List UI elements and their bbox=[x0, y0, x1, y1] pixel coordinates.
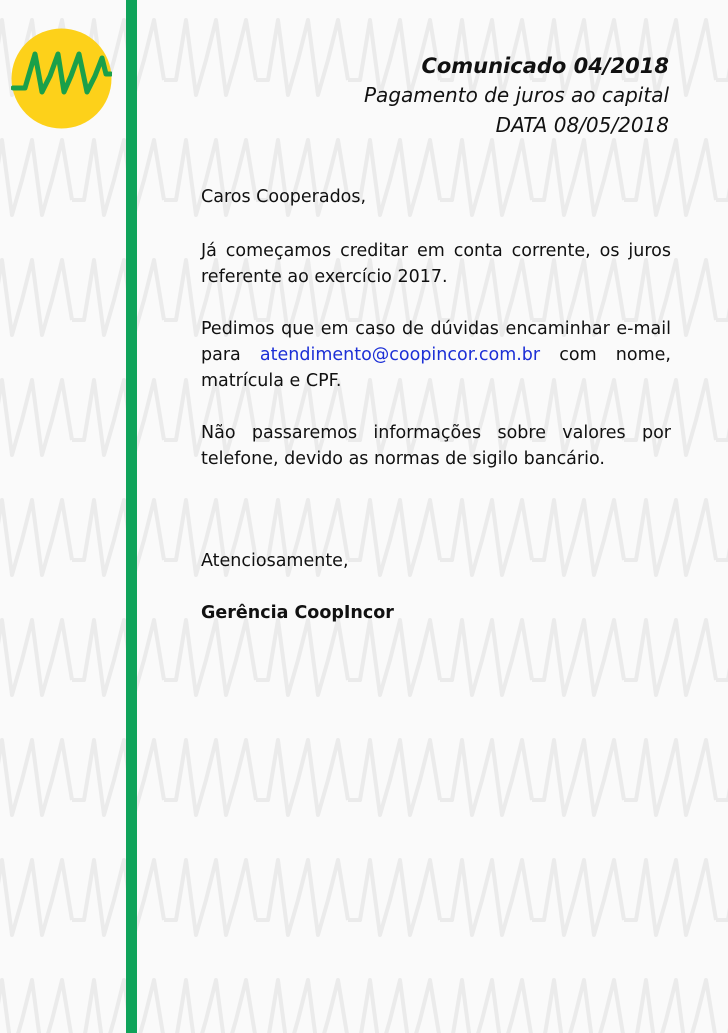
pattern-wave bbox=[716, 380, 728, 455]
pattern-wave bbox=[348, 860, 440, 935]
pattern-wave bbox=[440, 860, 532, 935]
pattern-wave bbox=[0, 860, 72, 935]
contact-text-after: com nome, matrícula e CPF. bbox=[201, 345, 671, 391]
pattern-wave bbox=[440, 980, 532, 1033]
greeting: Caros Cooperados, bbox=[201, 187, 367, 207]
pattern-wave bbox=[0, 140, 72, 215]
pattern-wave bbox=[0, 740, 72, 815]
pattern-wave bbox=[348, 620, 440, 695]
pattern-wave bbox=[624, 620, 716, 695]
pattern-wave bbox=[164, 860, 256, 935]
pattern-wave bbox=[164, 980, 256, 1033]
pattern-wave bbox=[532, 980, 624, 1033]
pattern-wave bbox=[164, 20, 256, 95]
pattern-wave bbox=[716, 860, 728, 935]
pattern-wave bbox=[256, 980, 348, 1033]
pattern-wave bbox=[716, 980, 728, 1033]
pattern-wave bbox=[440, 620, 532, 695]
pattern-wave bbox=[72, 380, 164, 455]
pattern-wave bbox=[256, 740, 348, 815]
paragraph-contact bbox=[201, 316, 671, 394]
pattern-wave bbox=[716, 620, 728, 695]
pattern-wave bbox=[716, 500, 728, 575]
pattern-wave bbox=[164, 620, 256, 695]
pattern-wave bbox=[256, 620, 348, 695]
pattern-wave bbox=[72, 140, 164, 215]
pattern-wave bbox=[348, 980, 440, 1033]
pattern-wave bbox=[164, 740, 256, 815]
announcement-date: DATA 08/05/2018 bbox=[495, 113, 669, 137]
header bbox=[364, 52, 669, 140]
pattern-wave bbox=[0, 620, 72, 695]
pattern-wave bbox=[0, 260, 72, 335]
pattern-wave bbox=[624, 980, 716, 1033]
pattern-wave bbox=[72, 620, 164, 695]
pattern-wave bbox=[72, 740, 164, 815]
pattern-wave bbox=[0, 500, 72, 575]
heartbeat-wave-icon bbox=[11, 28, 112, 129]
pattern-wave bbox=[716, 20, 728, 95]
pattern-wave bbox=[0, 980, 72, 1033]
announcement-title: Comunicado 04/2018 bbox=[421, 54, 669, 78]
pattern-wave bbox=[72, 500, 164, 575]
pattern-wave bbox=[716, 740, 728, 815]
pattern-wave bbox=[72, 980, 164, 1033]
paragraph-credit: Já começamos creditar em conta corrente, os juros referente ao exercício 2017. bbox=[201, 241, 671, 287]
coopincor-logo bbox=[11, 28, 112, 129]
pattern-wave bbox=[440, 740, 532, 815]
announcement-subtitle: Pagamento de juros ao capital bbox=[364, 83, 669, 107]
signature: Gerência CoopIncor bbox=[201, 603, 394, 623]
closing: Atenciosamente, bbox=[201, 551, 349, 571]
pattern-wave bbox=[532, 740, 624, 815]
pattern-wave bbox=[256, 860, 348, 935]
paragraph-confidentiality: Não passaremos informações sobre valores por telefone, devido as normas de sigilo bancário. bbox=[201, 423, 671, 469]
pattern-wave bbox=[624, 860, 716, 935]
email-link[interactable]: atendimento@coopincor.com.br bbox=[259, 345, 541, 365]
contact-text-before: Pedimos que em caso de dúvidas encaminhar e-mail para bbox=[201, 319, 671, 365]
pattern-wave bbox=[0, 380, 72, 455]
pattern-wave bbox=[532, 860, 624, 935]
pattern-wave bbox=[348, 740, 440, 815]
green-stripe bbox=[126, 0, 137, 1033]
pattern-wave bbox=[716, 260, 728, 335]
pattern-wave bbox=[716, 140, 728, 215]
pattern-wave bbox=[624, 740, 716, 815]
pattern-wave bbox=[72, 260, 164, 335]
pattern-wave bbox=[532, 620, 624, 695]
pattern-wave bbox=[256, 20, 348, 95]
pattern-wave bbox=[72, 860, 164, 935]
